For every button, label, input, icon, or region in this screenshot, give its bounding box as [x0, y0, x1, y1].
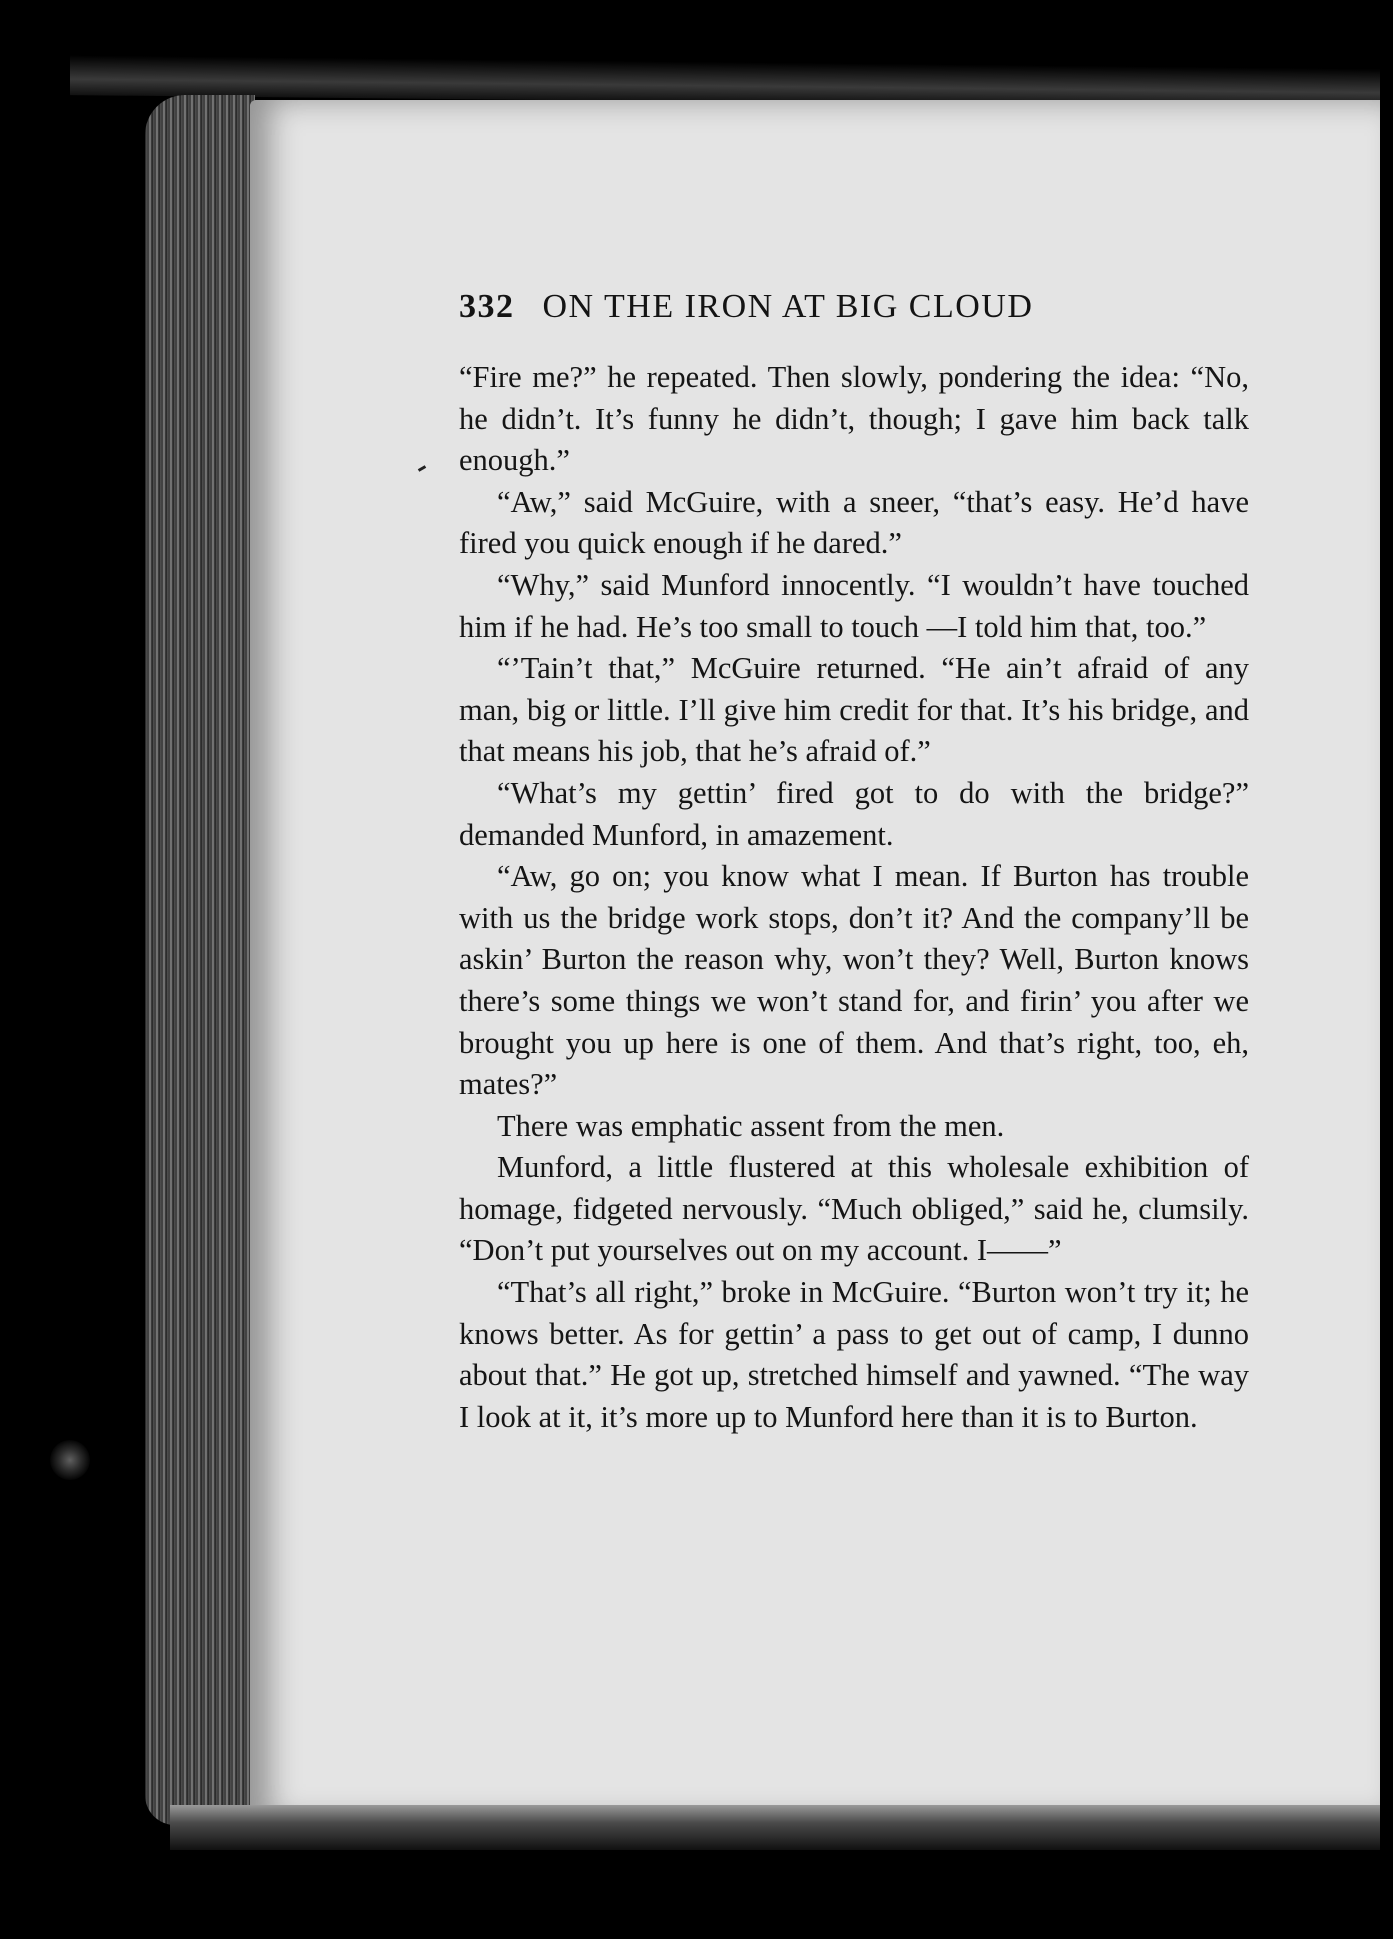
paragraph: “Aw,” said McGuire, with a sneer, “that’s easy. He’d have fired you quick enough if he dared.” [459, 484, 1249, 561]
paragraph: “Aw, go on; you know what I mean. If Burton has trouble with us the bridge work stops, don’t it? And the company’ll be askin’ Burton the reason why, won’t they? Well, Burton knows there’s some things we won’t stand for, and firin’ you after we brought you up here is one of them. And that’s right, too, eh, mates?” [459, 859, 1249, 1102]
paragraph: “’Tain’t that,” McGuire returned. “He ain’t afraid of any man, big or little. I’ll give him credit for that. It’s his bridge, and that means his job, that he’s afraid of.” [459, 651, 1249, 769]
book-bottom-edge [170, 1805, 1390, 1850]
paragraph: Munford, a little flustered at this wholesale exhibition of homage, fidgeted nervously. “Much obliged,” said he, clumsily. “Don’t put yourselves out on my account. I——” [459, 1150, 1249, 1268]
scan-smudge [50, 1440, 90, 1480]
paragraph: “Fire me?” he repeated. Then slowly, pondering the idea: “No, he didn’t. It’s funny he didn’t, though; I gave him back talk enough.” [459, 360, 1249, 478]
running-head [459, 288, 1249, 336]
book-page-edges [145, 95, 255, 1825]
paragraph: “Why,” said Munford innocently. “I wouldn’t have touched him if he had. He’s too small to touch —I told him that, too.” [459, 567, 1249, 644]
paragraph: There was emphatic assent from the men. [497, 1108, 1005, 1143]
scan-border [1380, 60, 1393, 1880]
paragraph: “What’s my gettin’ fired got to do with the bridge?” demanded Munford, in amazement. [459, 775, 1249, 852]
paragraph: “That’s all right,” broke in McGuire. “Burton won’t try it; he knows better. As for gettin’ a pass to get out of camp, I dunno about that.” He got up, stretched himself and yawned. “The way I look at it, it’s more up to Munford here than it is to Burton. [459, 1275, 1249, 1434]
body-text [459, 357, 1249, 1438]
page-number: 332 [459, 288, 515, 325]
book-title: ON THE IRON AT BIG CLOUD [542, 288, 1034, 325]
